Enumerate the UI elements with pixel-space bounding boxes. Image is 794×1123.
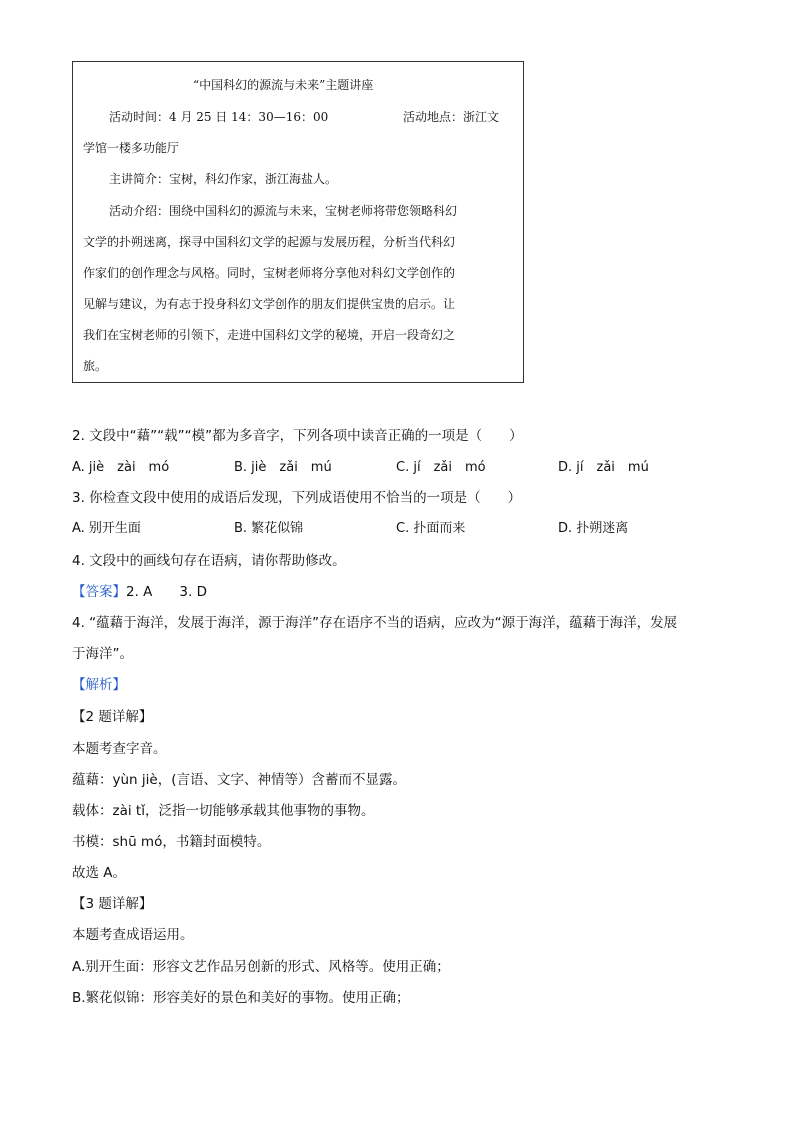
question-2: 2. 文段中“藉”“载”“模”都为多音字，下列各项中读音正确的一项是（ ） — [72, 428, 523, 444]
answer-values: 2. A 3. D — [126, 584, 207, 600]
notice-intro-line: 文学的扑朔迷离，探寻中国科幻文学的起源与发展历程，分析当代科幻 — [83, 235, 456, 249]
notice-place-cont: 学馆一楼多功能厅 — [83, 141, 180, 155]
q3-option-c: C. 扑面而来 — [396, 521, 466, 536]
q2-detail-line: 故选 A。 — [72, 865, 127, 881]
notice-title: “中国科幻的源流与未来”主题讲座 — [193, 78, 374, 92]
q3-option-a: A. 别开生面 — [72, 521, 141, 536]
q2-option-c: C. jí zǎi mó — [396, 460, 486, 475]
q3-detail-line: B.繁花似锦：形容美好的景色和美好的事物。使用正确； — [72, 990, 410, 1006]
notice-speaker: 主讲简介：宝树，科幻作家，浙江海盐人。 — [109, 172, 338, 186]
q3-detail-header: 【3 题详解】 — [72, 896, 153, 912]
notice-intro-line: 见解与建议，为有志于投身科幻文学创作的朋友们提供宝贵的启示。让 — [83, 297, 456, 311]
notice-intro-line: 活动介绍：围绕中国科幻的源流与未来，宝树老师将带您领略科幻 — [109, 204, 458, 218]
q2-option-d: D. jí zǎi mú — [558, 460, 649, 475]
q3-detail-line: 本题考查成语运用。 — [72, 927, 194, 943]
q2-detail-line: 蕴藉：yùn jiè，(言语、文字、神情等）含蓄而不显露。 — [72, 772, 406, 788]
answer-tag: 【答案】 — [72, 584, 126, 600]
q2-option-a: A. jiè zài mó — [72, 460, 170, 475]
notice-place: 活动地点：浙江文 — [403, 110, 500, 124]
notice-time: 活动时间：4 月 25 日 14：30—16：00 — [109, 110, 329, 124]
q2-detail-line: 载体：zài tǐ，泛指一切能够承载其他事物的事物。 — [72, 803, 375, 819]
answer-line — [72, 580, 207, 600]
q3-detail-line: A.别开生面：形容文艺作品另创新的形式、风格等。使用正确； — [72, 959, 450, 975]
q3-option-b: B. 繁花似锦 — [234, 521, 304, 536]
notice-intro-line: 旅。 — [83, 359, 108, 373]
notice-intro-line: 作家们的创作理念与风格。同时，宝树老师将分享他对科幻文学创作的 — [83, 266, 456, 280]
q2-option-b: B. jiè zǎi mú — [234, 460, 332, 475]
question-3: 3. 你检查文段中使用的成语后发现，下列成语使用不恰当的一项是（ ） — [72, 490, 522, 506]
q2-detail-line: 书模：shū mó，书籍封面模特。 — [72, 834, 271, 850]
notice-intro-line: 我们在宝树老师的引领下，走进中国科幻文学的秘境，开启一段奇幻之 — [83, 328, 456, 342]
q2-detail-line: 本题考查字音。 — [72, 741, 167, 757]
event-notice-box — [72, 61, 524, 383]
question-4: 4. 文段中的画线句存在语病，请你帮助修改。 — [72, 553, 346, 569]
q2-detail-header: 【2 题详解】 — [72, 709, 153, 725]
q3-option-d: D. 扑朔迷离 — [558, 521, 629, 536]
analysis-tag: 【解析】 — [72, 677, 126, 693]
answer-q4-line: 于海洋”。 — [72, 646, 133, 662]
answer-q4-line: 4. “蕴藉于海洋，发展于海洋，源于海洋”存在语序不当的语病，应改为“源于海洋，蕴藉于海洋，发展 — [72, 615, 678, 631]
